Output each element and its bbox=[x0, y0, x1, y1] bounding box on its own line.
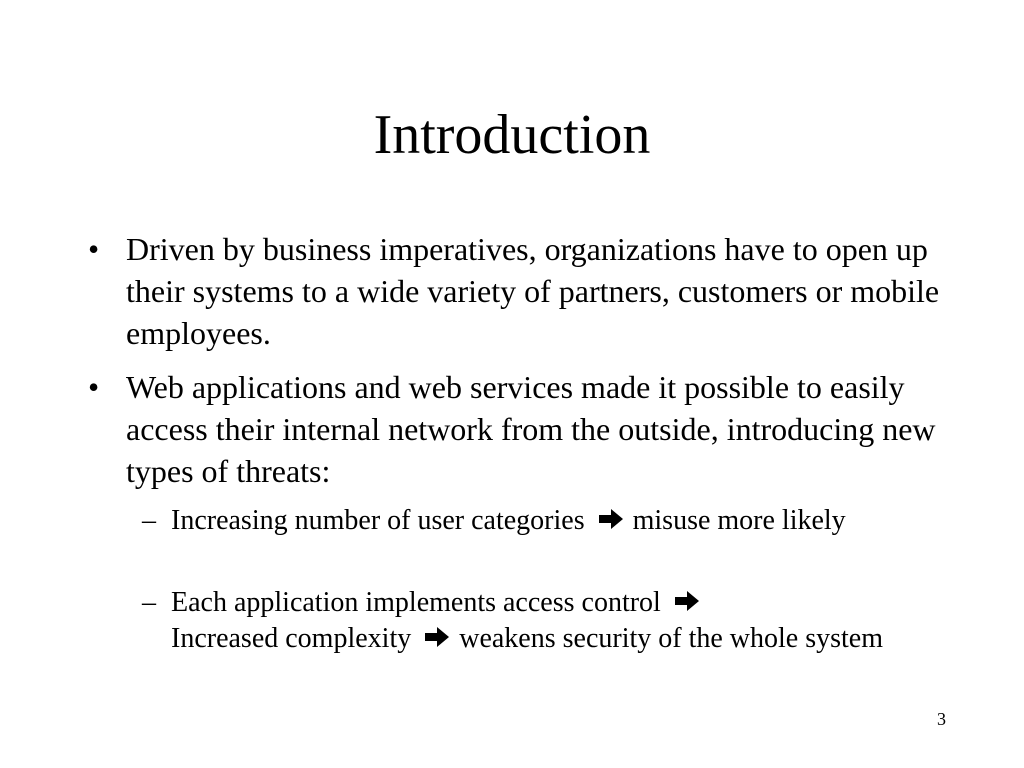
sub-bullet-text: weakens security of the whole system bbox=[459, 623, 884, 654]
sub-bullet-item bbox=[142, 503, 951, 539]
bullet-text: Web applications and web services made it possible to easily access their internal network from the outside, introducing new types of threats: bbox=[126, 369, 936, 489]
sub-bullet-text: Increased complexity bbox=[171, 623, 412, 654]
right-arrow-icon bbox=[598, 508, 624, 530]
sub-bullet-item bbox=[142, 585, 951, 657]
bullet-item bbox=[88, 366, 956, 492]
sub-bullet-marker: – bbox=[142, 587, 156, 618]
bullet-marker: • bbox=[88, 231, 100, 267]
sub-bullet-text: misuse more likely bbox=[632, 505, 846, 536]
sub-bullet-text: Each application implements access control bbox=[171, 587, 661, 618]
bullet-marker: • bbox=[88, 369, 100, 405]
sub-bullet-text: Increasing number of user categories bbox=[171, 505, 585, 536]
right-arrow-icon bbox=[424, 626, 450, 648]
right-arrow-icon bbox=[674, 590, 700, 612]
slide-title: Introduction bbox=[373, 104, 651, 166]
page-number: 3 bbox=[937, 709, 946, 729]
bullet-text: Driven by business imperatives, organizations have to open up their systems to a wide variety of partners, customers or mobile employees. bbox=[126, 231, 940, 351]
bullet-item bbox=[88, 228, 956, 354]
sub-bullet-marker: – bbox=[142, 505, 156, 536]
